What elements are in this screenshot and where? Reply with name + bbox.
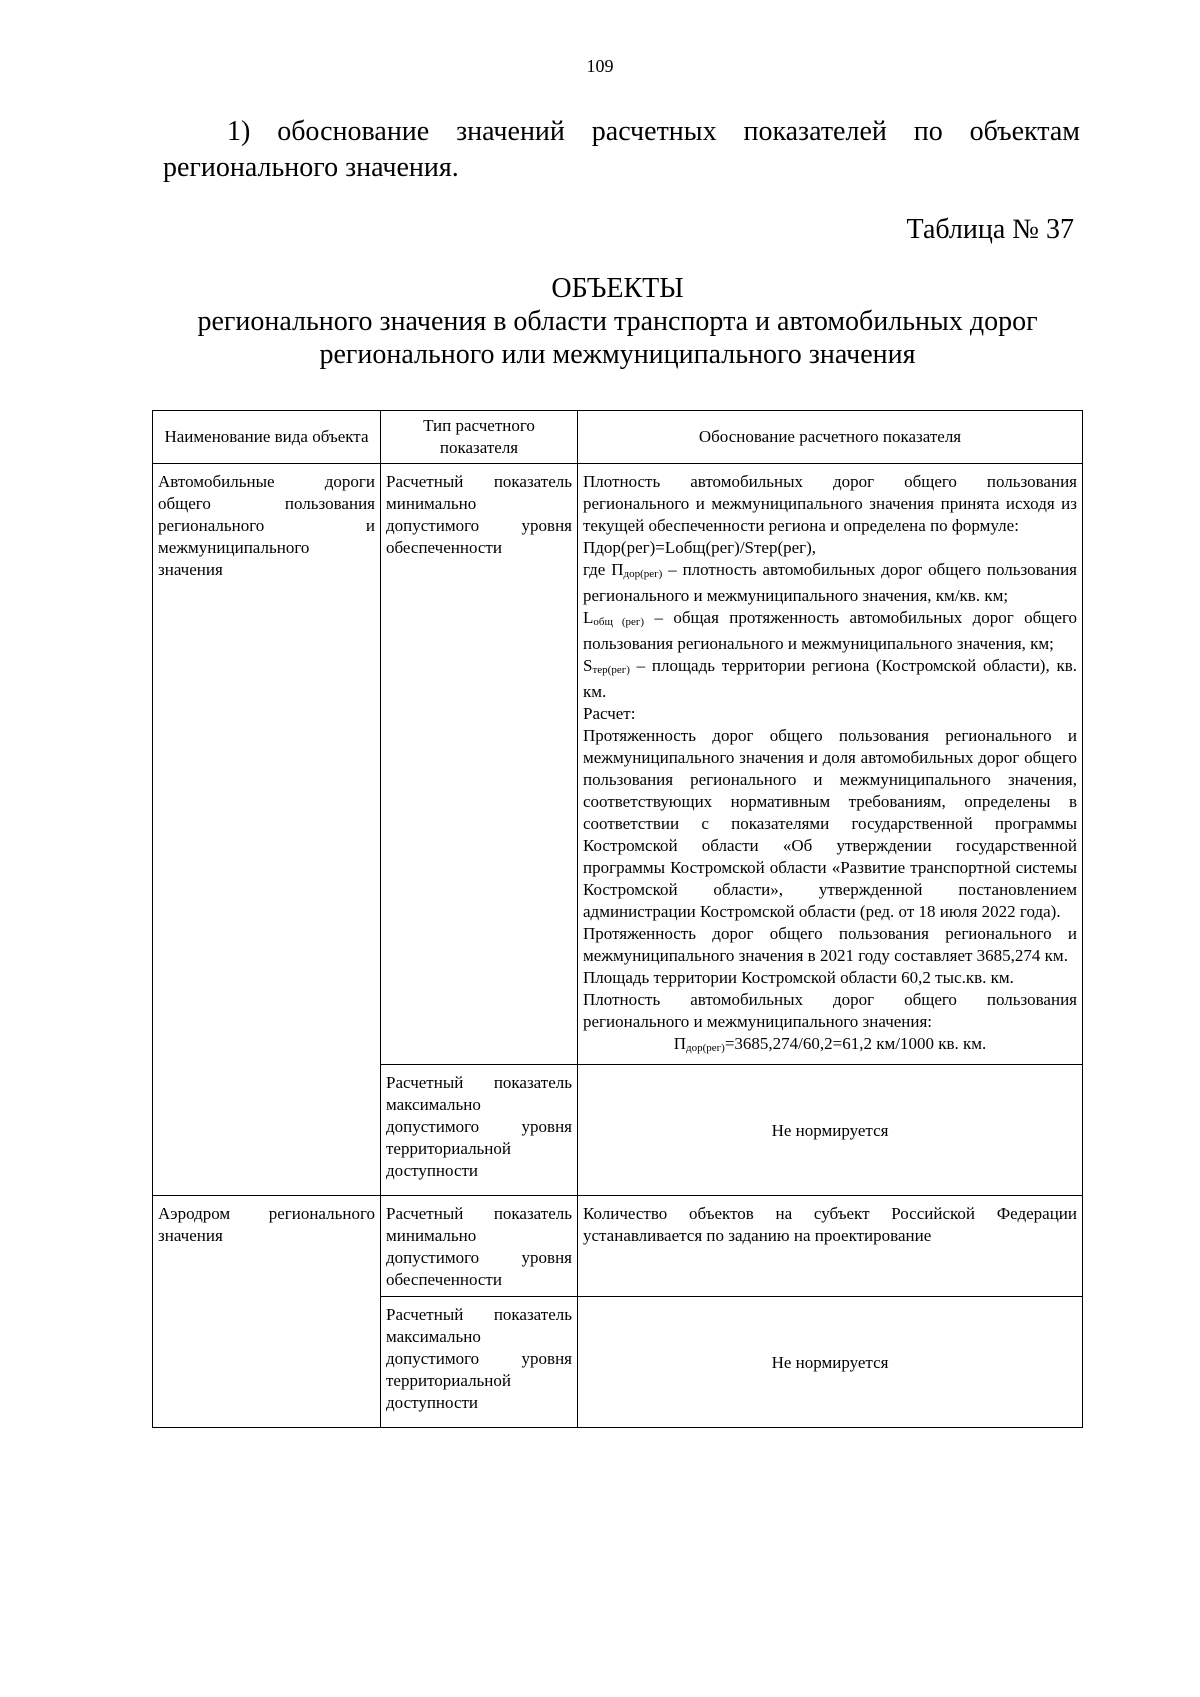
table-header-row [153,411,1083,464]
airfield-justification: Количество объектов на субъект Российской Федерации устанавливается по заданию на проектирование [578,1196,1083,1297]
title-line-1: ОБЪЕКТЫ [551,273,684,304]
intro-paragraph: 1) обоснование значений расчетных показателей по объектам регионального значения. [163,116,1080,183]
formula-where-area: Sтер(рег) – площадь территории региона (Костромской области), кв. км. [583,656,1077,701]
airfield-object-name: Аэродром регионального значения [153,1196,381,1428]
title-line-2: регионального значения в области транспорта и автомобильных дорог [197,306,1038,337]
roads-not-normed: Не нормируется [578,1065,1083,1196]
formula-where-density: где Пдор(рег) – плотность автомобильных дорог общего пользования регионального и межмуниципального значения, км/кв. км; [583,560,1077,605]
density-formula: Пдор(рег)=Lобщ(рег)/Sтер(рег), [583,538,817,557]
justification-paragraph: Протяженность дорог общего пользования регионального и межмуниципального значения и доля автомобильных дорог общего пользования регионального и межмуниципального значения, соответствующих нормативным требованиям, определены в соответствии с показателями государственной программы Костромской области «Об утверждении государственной программы Костромской области «Развитие транспортной системы Костромской области», утвержденной постановлением администрации Костромской области (ред. от 18 июля 2022 года). [583,726,1077,921]
calculation-label: Расчет: [583,704,636,723]
page-number: 109 [586,56,614,76]
header-object-name: Наименование вида объекта [153,411,381,464]
roads-object-name: Автомобильные дороги общего пользования регионального и межмуниципального значения [153,464,381,1196]
objects-table [152,410,1083,1428]
roads-justification [578,464,1083,1065]
formula-where-length: Lобщ (рег) – общая протяженность автомобильных дорог общего пользования регионального и межмуниципального значения, км; [583,608,1077,653]
justification-paragraph: Протяженность дорог общего пользования регионального и межмуниципального значения в 2021 году составляет 3685,274 км. [583,924,1077,965]
airfield-not-normed: Не нормируется [578,1297,1083,1428]
justification-paragraph: Плотность автомобильных дорог общего пользования регионального и межмуниципального значения принята исходя из текущей обеспеченности региона и определена по формуле: [583,472,1077,535]
roads-type-min: Расчетный показатель минимально допустимого уровня обеспеченности [381,464,578,1065]
header-indicator-type: Тип расчетного показателя [381,411,578,464]
airfield-type-max: Расчетный показатель максимально допустимого уровня территориальной доступности [381,1297,578,1428]
header-justification: Обоснование расчетного показателя [578,411,1083,464]
table-row [153,464,1083,1065]
table-number: Таблица № 37 [906,214,1074,245]
airfield-type-min: Расчетный показатель минимально допустимого уровня обеспеченности [381,1196,578,1297]
table-row [153,1196,1083,1297]
title-line-3: регионального или межмуниципального значения [319,339,916,370]
justification-paragraph: Плотность автомобильных дорог общего пользования регионального и межмуниципального значения: [583,990,1077,1031]
roads-type-max: Расчетный показатель максимально допустимого уровня территориальной доступности [381,1065,578,1196]
table-title [0,272,1200,371]
density-result: Пдор(рег)=3685,274/60,2=61,2 км/1000 кв. км. [673,1034,987,1054]
justification-paragraph: Площадь территории Костромской области 60,2 тыс.кв. км. [583,968,1014,987]
